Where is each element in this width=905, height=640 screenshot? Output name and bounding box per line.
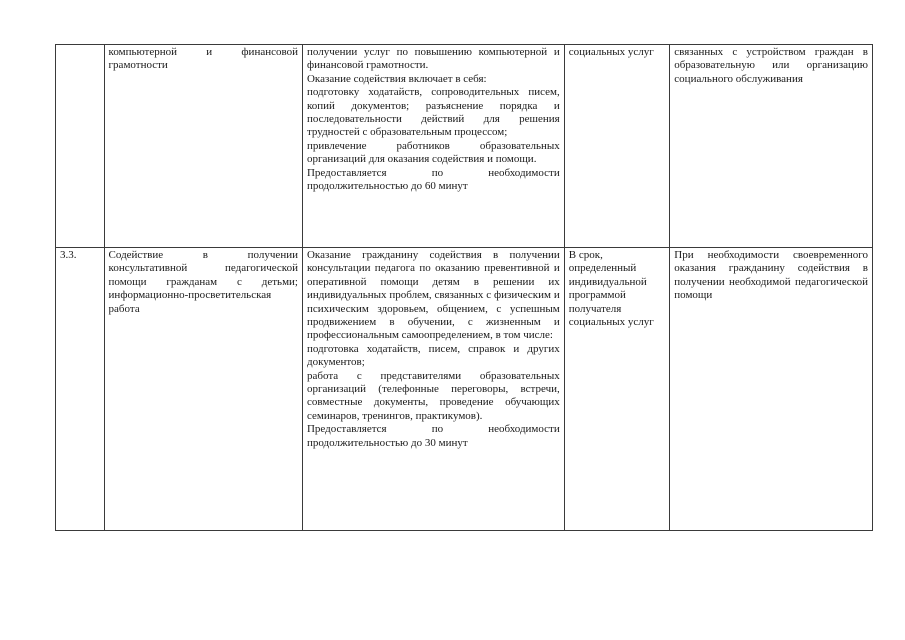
content-paragraph: привлечение работников образовательных организаций для оказания содействия и помощи. [306,139,560,166]
service-term-cell: социальных услуг [564,45,670,248]
content-paragraph: Предоставляется по необходимости продолжительностью до 30 минут [306,423,560,449]
content-paragraph: получении услуг по повышению компьютерной и финансовой грамотности. [306,46,560,72]
content-paragraph: работа с представителями образовательных организаций (телефонные переговоры, встречи, совместные документы, проведение обучающих семинаров, тренингов, практикумов). [306,369,560,422]
content-paragraph: подготовка ходатайств, писем, справок и других документов; [306,342,560,369]
table-row [56,45,873,248]
table-row [56,248,873,531]
services-table [55,44,873,531]
service-term-cell: В срок, определенный индивидуальной программой получателя социальных услуг [564,248,670,531]
service-condition-cell: При необходимости своевременного оказания гражданину содействия в получении необходимой педагогической помощи [670,248,873,531]
content-paragraph: подготовку ходатайств, сопроводительных писем, копий документов; разъяснение порядка и последовательности действий для решения трудностей с образовательным процессом; [306,86,560,139]
service-content-cell [302,248,564,531]
row-number-cell: 3.3. [56,248,105,531]
service-title-cell: компьютерной и финансовой грамотности [104,45,302,248]
content-paragraph: Предоставляется по необходимости продолжительностью до 60 минут [306,166,560,193]
content-paragraph: Оказание содействия включает в себя: [306,72,487,85]
row-number-cell [56,45,105,248]
service-title-cell: Содействие в получении консультативной педагогической помощи гражданам с детьми; информационно-просветительская работа [104,248,302,531]
service-content-cell [302,45,564,248]
content-paragraph: Оказание гражданину содействия в получении консультации педагога по оказанию превентивной и оперативной помощи детям в решении их индивидуальных проблем, связанных с физическим и психическим здоровьем, общением, с успешным продвижением в обучении, с жизненным и профессиональным самоопределением, в том числе: [306,249,560,342]
service-condition-cell: связанных с устройством граждан в образовательную или организацию социального обслуживания [670,45,873,248]
